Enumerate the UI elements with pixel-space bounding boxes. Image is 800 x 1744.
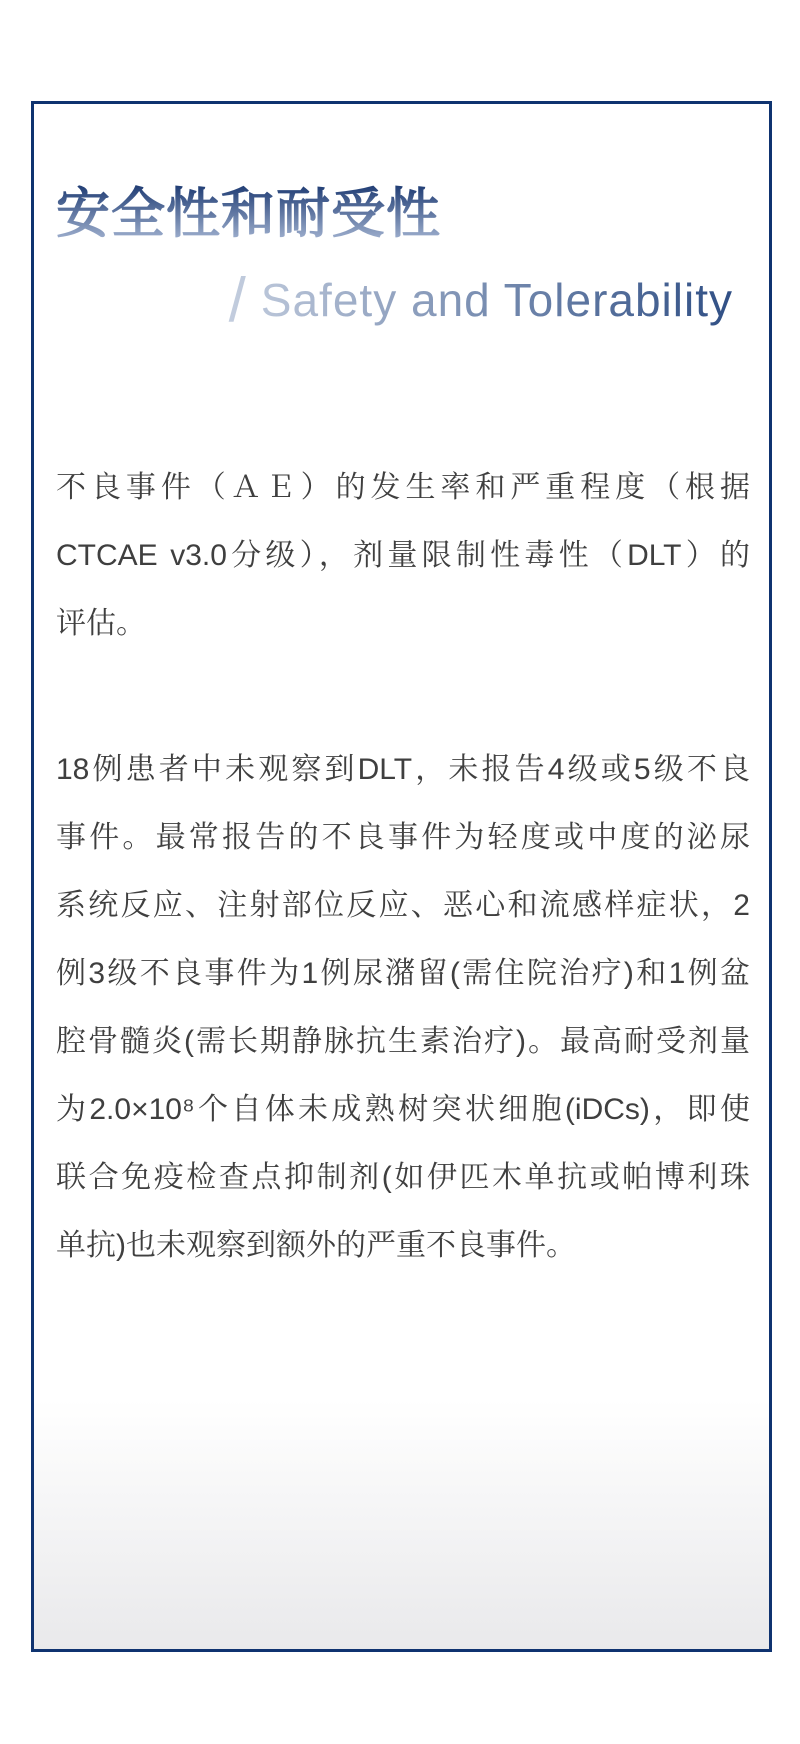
content-card xyxy=(31,101,772,1652)
subtitle-text: Safety and Tolerability xyxy=(260,274,733,326)
paragraph xyxy=(56,736,750,1280)
bottom-fade xyxy=(34,1399,769,1649)
text-line: 评估。 xyxy=(56,607,146,640)
text-line: 不良事件（ＡＥ）的发生率和严重程度（根据 xyxy=(56,471,750,504)
page-title: 安全性和耐受性 xyxy=(56,185,750,243)
text-line: 腔骨髓炎(需长期静脉抗生素治疗)。最高耐受剂量 xyxy=(56,1025,750,1058)
text-line: 单抗)也未观察到额外的严重不良事件。 xyxy=(56,1229,576,1262)
subtitle xyxy=(56,266,750,335)
text-line: 18例患者中未观察到DLT，未报告4级或5级不良 xyxy=(56,753,750,786)
text-line: 系统反应、注射部位反应、恶心和流感样症状，2 xyxy=(56,889,750,922)
text-line: 例3级不良事件为1例尿潴留(需住院治疗)和1例盆 xyxy=(56,957,750,990)
body-text xyxy=(56,454,750,1280)
slash-divider: / xyxy=(228,266,247,335)
text-line: 事件。最常报告的不良事件为轻度或中度的泌尿 xyxy=(56,821,750,854)
text-line: 为2.0×10⁸个自体未成熟树突状细胞(iDCs)，即使 xyxy=(56,1093,750,1126)
text-line: CTCAE v3.0分级），剂量限制性毒性（DLT）的 xyxy=(56,539,750,572)
paragraph xyxy=(56,454,750,658)
text-line: 联合免疫检查点抑制剂(如伊匹木单抗或帕博利珠 xyxy=(56,1161,750,1194)
